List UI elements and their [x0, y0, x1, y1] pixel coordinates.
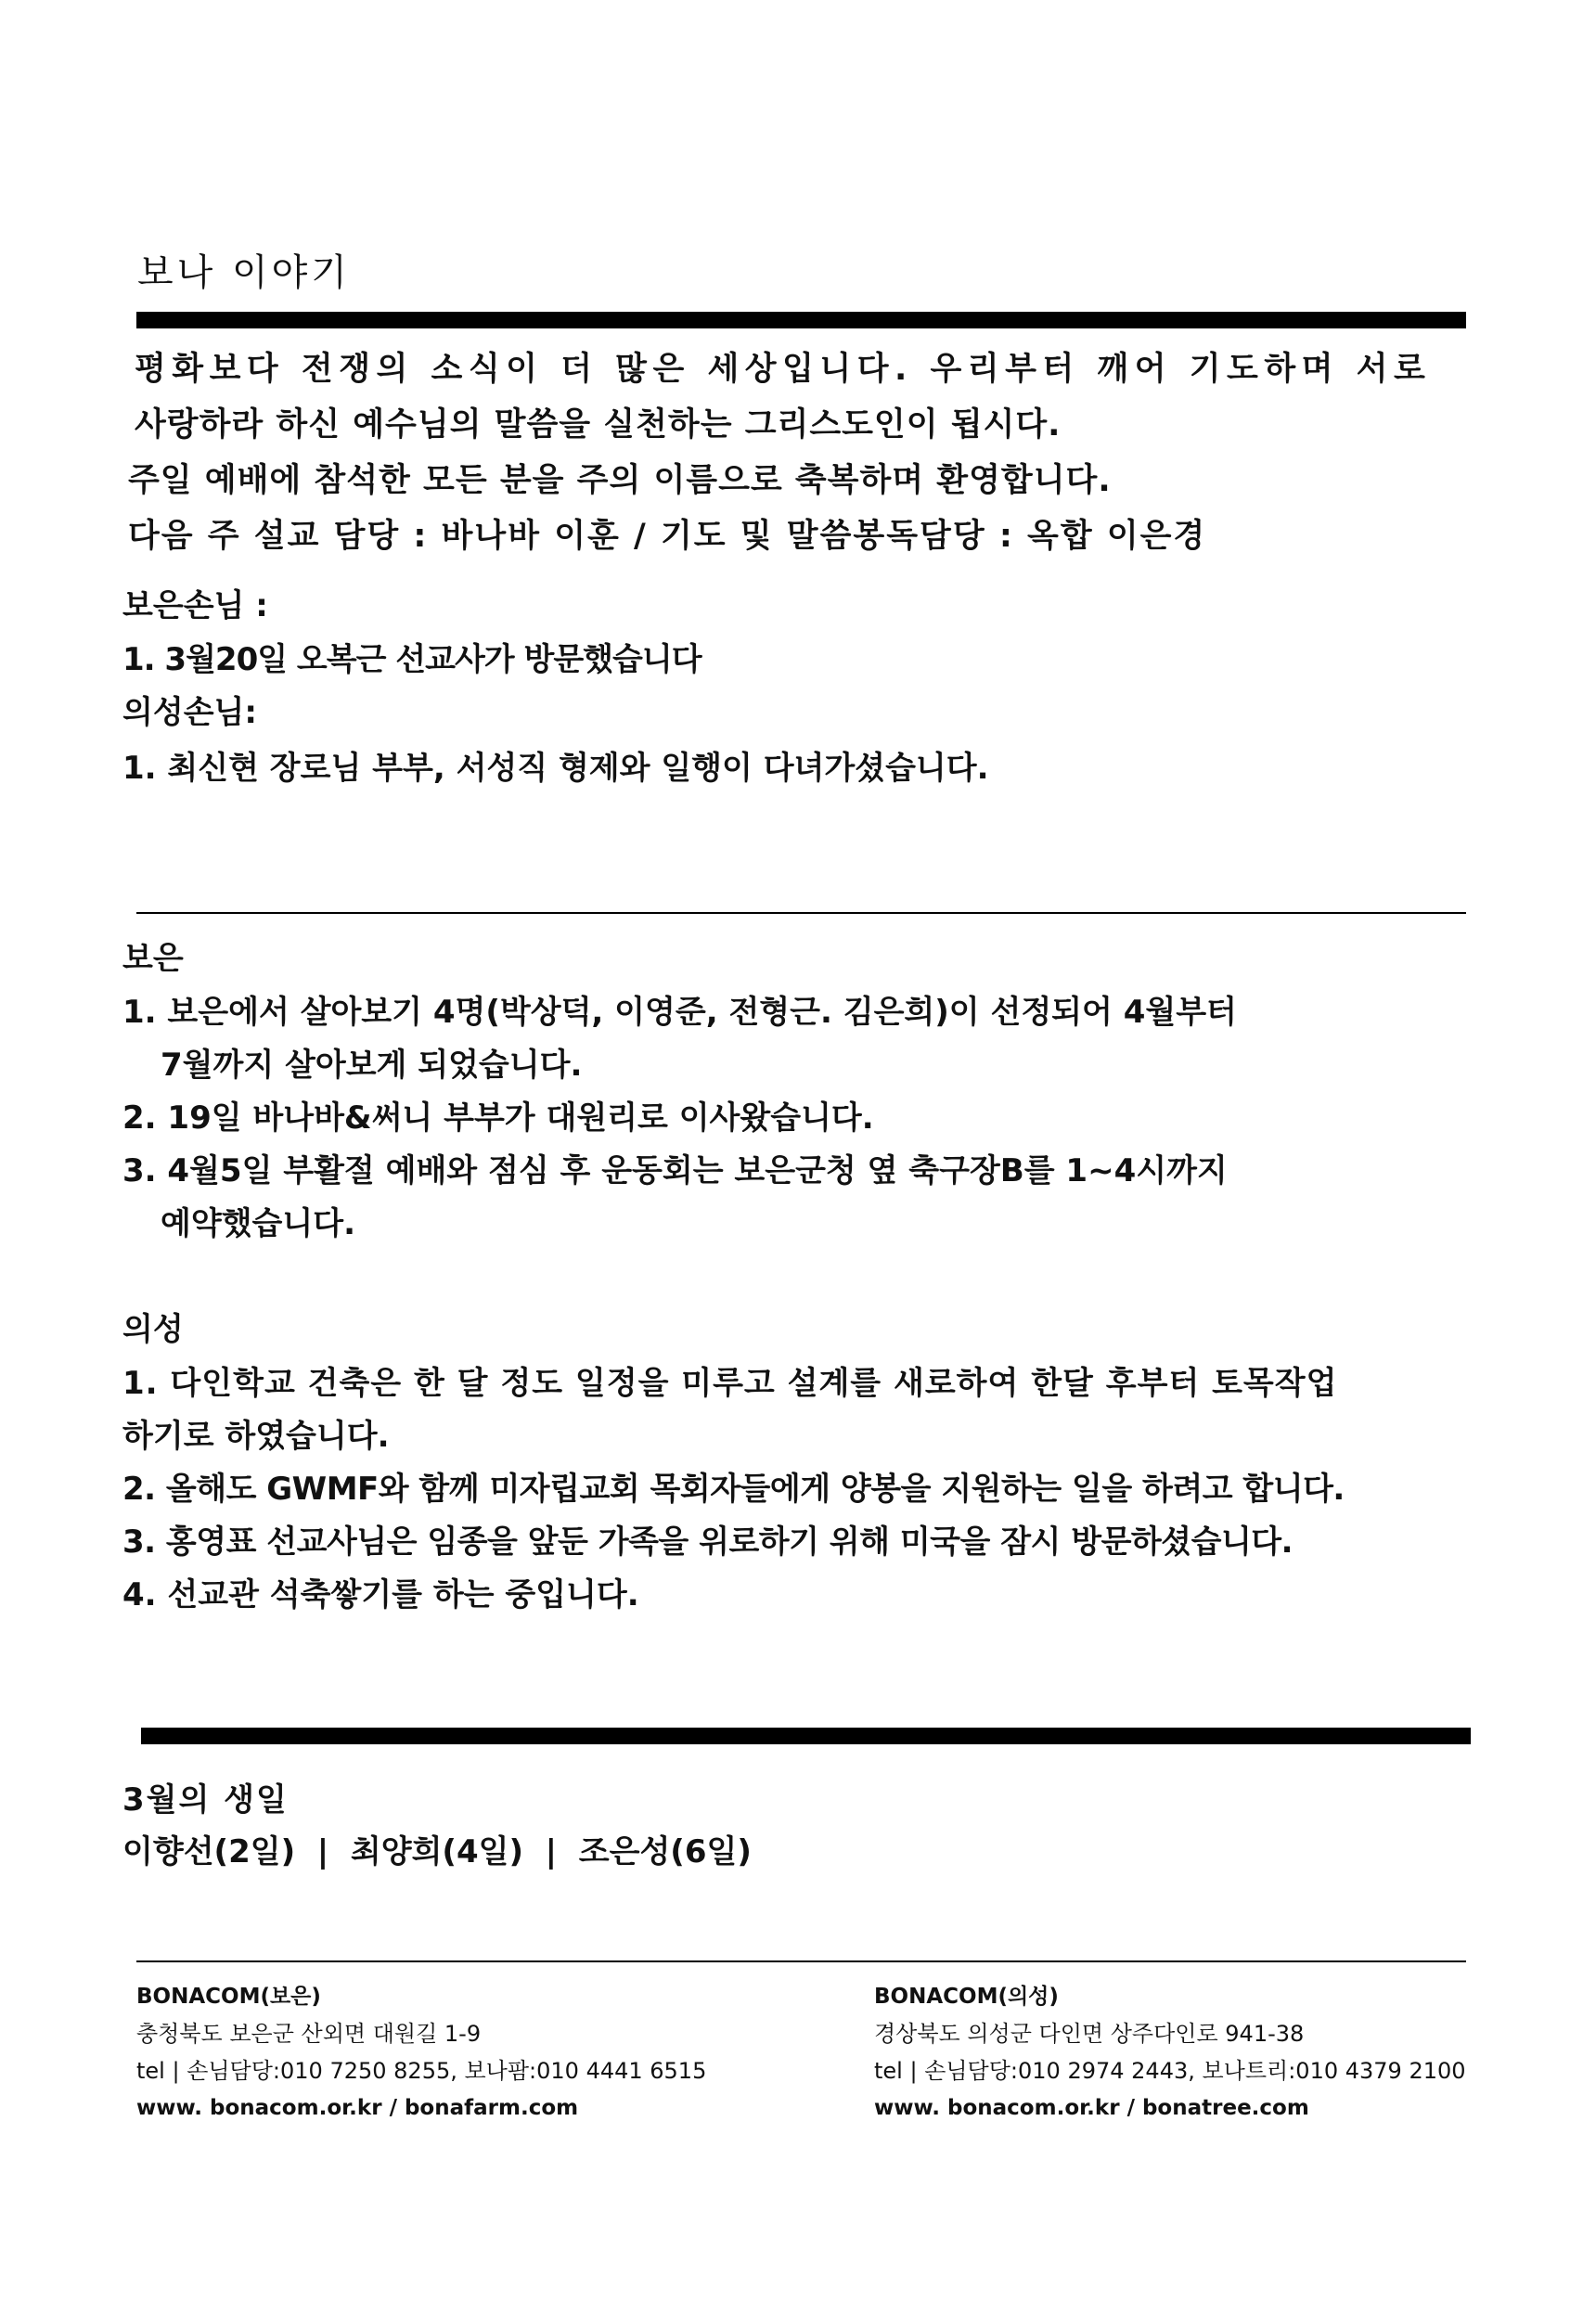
footer-uiseong-web: www. bonacom.or.kr / bonatree.com	[874, 2096, 1309, 2120]
notice-line-2: 사랑하라 하신 예수님의 말씀을 실천하는 그리스도인이 됩시다.	[135, 406, 1062, 443]
boeun-guests-heading: 보은손님 :	[122, 587, 268, 624]
birthday-heading: 3월의 생일	[122, 1781, 289, 1819]
boeun-item-2: 2. 19일 바나바&써니 부부가 대원리로 이사왔습니다.	[122, 1099, 874, 1137]
uiseong-item-4: 4. 선교관 석축쌓기를 하는 중입니다.	[122, 1576, 639, 1613]
footer-boeun-web: www. bonacom.or.kr / bonafarm.com	[136, 2096, 579, 2120]
notice-line-3: 주일 예배에 참석한 모든 분을 주의 이름으로 축복하며 환영합니다.	[128, 462, 1112, 499]
notice-line-1: 평화보다 전쟁의 소식이 더 많은 세상입니다. 우리부터 깨어 기도하며 서로	[135, 351, 1432, 388]
footer-uiseong-name: BONACOM(의성)	[874, 1985, 1059, 2009]
thin-divider-1	[136, 912, 1466, 914]
footer-uiseong-address: 경상북도 의성군 다인면 상주다인로 941-38	[874, 2021, 1305, 2047]
notice-line-4: 다음 주 설교 담당 : 바나바 이훈 / 기도 및 말씀봉독담당 : 옥합 이은경	[128, 518, 1207, 555]
page-title: 보나 이야기	[137, 251, 351, 294]
footer-boeun-tel: tel | 손님담당:010 7250 8255, 보나팜:010 4441 6515	[136, 2058, 707, 2084]
thin-divider-footer	[136, 1960, 1466, 1962]
footer-uiseong-tel: tel | 손님담당:010 2974 2443, 보나트리:010 4379 2100	[874, 2058, 1466, 2084]
boeun-heading: 보은	[122, 940, 184, 977]
footer-uiseong	[874, 1978, 1466, 2127]
uiseong-guests-heading: 의성손님:	[122, 694, 257, 731]
uiseong-item-2: 2. 올해도 GWMF와 함께 미자립교회 목회자들에게 양봉을 지원하는 일을 하려고 합니다.	[122, 1471, 1345, 1508]
uiseong-item-3: 3. 홍영표 선교사님은 임종을 앞둔 가족을 위로하기 위해 미국을 잠시 방문하셨습니다.	[122, 1523, 1294, 1561]
uiseong-item-1b: 하기로 하였습니다.	[122, 1418, 390, 1455]
boeun-guests-item: 1. 3월20일 오복근 선교사가 방문했습니다	[122, 641, 701, 678]
footer-boeun-name: BONACOM(보은)	[136, 1985, 321, 2009]
boeun-item-3b: 예약했습니다.	[161, 1205, 355, 1242]
boeun-item-1b: 7월까지 살아보게 되었습니다.	[161, 1047, 583, 1084]
uiseong-item-1a: 1. 다인학교 건축은 한 달 정도 일정을 미루고 설계를 새로하여 한달 후부터 토목작업	[122, 1365, 1338, 1402]
uiseong-guests-item: 1. 최신현 장로님 부부, 서성직 형제와 일행이 다녀가셨습니다.	[122, 750, 989, 787]
footer-boeun-address: 충청북도 보은군 산외면 대원길 1-9	[136, 2021, 482, 2047]
birthday-list: 이향선(2일) | 최양희(4일) | 조은성(6일)	[122, 1833, 752, 1870]
boeun-item-1a: 1. 보은에서 살아보기 4명(박상덕, 이영준, 전형근. 김은희)이 선정되어 4월부터	[122, 994, 1237, 1031]
boeun-item-3a: 3. 4월5일 부활절 예배와 점심 후 운동회는 보은군청 옆 축구장B를 1~4시까지	[122, 1152, 1228, 1189]
thick-divider-bottom	[141, 1728, 1471, 1744]
uiseong-heading: 의성	[122, 1311, 184, 1348]
footer-boeun	[136, 1978, 706, 2127]
thick-divider-top	[136, 312, 1466, 328]
